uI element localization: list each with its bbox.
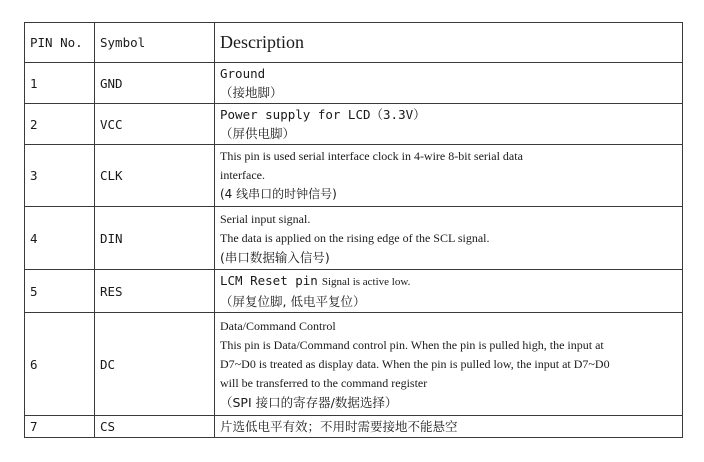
description-line: D7~D0 is treated as display data. When the pin is pulled low, the input at D7~D0 (220, 356, 610, 371)
table-row (25, 63, 683, 104)
description-line: （SPI 接口的寄存器/数据选择） (220, 394, 398, 410)
pin-number: 5 (25, 270, 95, 313)
pin-symbol: DIN (95, 207, 215, 270)
pin-symbol: DC (95, 313, 215, 416)
pin-description (215, 207, 683, 270)
pin-number: 2 (25, 104, 95, 145)
description-line: This pin is Data/Command control pin. When the pin is pulled high, the input at (220, 337, 604, 352)
pin-description (215, 416, 683, 438)
table-row (25, 104, 683, 145)
header-symbol: Symbol (95, 23, 215, 63)
pin-number: 6 (25, 313, 95, 416)
pin-number: 3 (25, 145, 95, 207)
header-description: Description (215, 23, 683, 63)
description-line: will be transferred to the command register (220, 375, 428, 390)
description-line: Data/Command Control (220, 318, 336, 333)
pin-number: 4 (25, 207, 95, 270)
pin-symbol: CS (95, 416, 215, 438)
table-row (25, 145, 683, 207)
description-line: Power supply for LCD（3.3V） (220, 107, 426, 122)
description-line: （屏供电脚） (220, 126, 296, 141)
description-line: interface. (220, 168, 265, 182)
description-line: Ground (220, 66, 266, 81)
pin-description (215, 104, 683, 145)
table-row (25, 270, 683, 313)
description-main: LCM Reset pin (220, 273, 318, 288)
description-line: 片选低电平有效；不用时需要接地不能悬空 (220, 419, 458, 434)
pin-number: 7 (25, 416, 95, 438)
pin-table (24, 22, 683, 438)
pin-number: 1 (25, 63, 95, 104)
pin-description (215, 145, 683, 207)
table-row (25, 313, 683, 416)
description-line (220, 271, 677, 292)
description-line: （接地脚） (220, 85, 283, 100)
pin-symbol: CLK (95, 145, 215, 207)
pin-symbol: GND (95, 63, 215, 104)
pin-description (215, 63, 683, 104)
description-line: (串口数据输入信号) (220, 249, 330, 265)
table-row (25, 207, 683, 270)
description-line: This pin is used serial interface clock in 4-wire 8-bit serial data (220, 149, 523, 163)
description-line: Serial input signal. (220, 211, 311, 226)
table-row (25, 416, 683, 438)
pin-description (215, 270, 683, 313)
pin-symbol: VCC (95, 104, 215, 145)
pin-description (215, 313, 683, 416)
header-pin: PIN No. (25, 23, 95, 63)
description-note: Signal is active low. (321, 276, 411, 288)
description-line: （屏复位脚, 低电平复位） (220, 294, 366, 309)
description-line: (4 线串口的时钟信号) (220, 187, 337, 201)
pin-symbol: RES (95, 270, 215, 313)
description-line: The data is applied on the rising edge of the SCL signal. (220, 230, 490, 245)
header-row (25, 23, 683, 63)
